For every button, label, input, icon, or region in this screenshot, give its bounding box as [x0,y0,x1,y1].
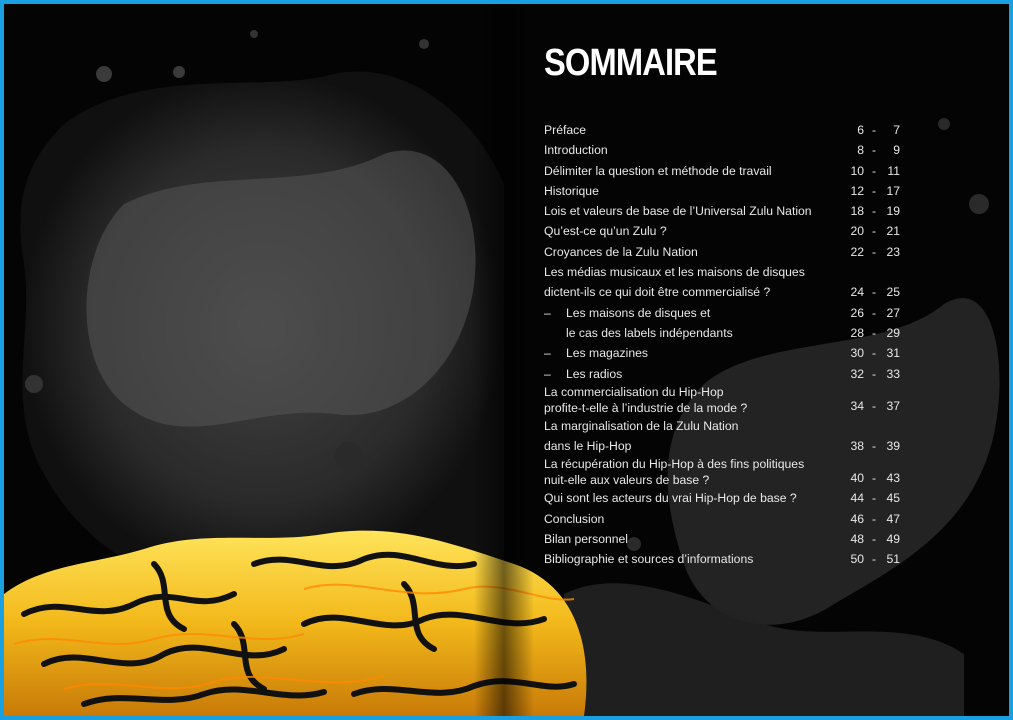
book-gutter-shadow [474,4,534,716]
toc-label: Délimiter la question et méthode de travail [544,163,772,178]
toc-page-start: 24 [850,285,864,300]
toc-label: Conclusion [544,511,605,526]
toc-page-end: 47 [886,511,900,526]
toc-page-start: 18 [850,204,864,219]
toc-page-end: 37 [886,398,900,413]
toc-page-separator: - [871,439,876,454]
toc-page-end: 49 [886,532,900,547]
toc-label: Bilan personnel [544,532,629,547]
toc-page-end: 51 [886,552,900,567]
toc-label: Qui sont les acteurs du vrai Hip-Hop de base ? [544,491,797,506]
toc-label: Préface [544,123,587,137]
toc-page-end: 11 [887,163,900,178]
toc-page-separator: - [871,552,876,567]
toc-label: Qu’est-ce qu’un Zulu ? [544,224,667,239]
toc-entry [544,181,904,201]
toc-page-start: 22 [850,244,864,259]
toc-label [544,384,747,416]
toc-page-separator: - [871,244,876,259]
toc-entry [544,201,904,221]
toc-label: Les magazines [566,346,648,361]
toc-entry [544,549,904,569]
toc-page-end: 27 [886,305,900,320]
toc-entry [544,140,904,160]
toc-label: Croyances de la Zulu Nation [544,244,698,259]
toc-label [544,456,804,488]
toc-entry [544,120,904,140]
toc-page-start: 12 [850,183,864,198]
toc-page-start: 8 [857,143,864,158]
toc-entry [544,509,904,529]
toc-dash: – [544,305,551,320]
toc-entry [544,436,904,456]
toc-label-line1: La récupération du Hip-Hop à des fins politiques [544,457,805,472]
toc-label: le cas des labels indépendants [566,325,733,340]
toc-page-separator: - [871,305,876,320]
toc-page-separator: - [871,398,876,413]
toc-page-separator: - [871,511,876,526]
toc-entry [544,456,904,488]
toc-page-start: 30 [850,346,864,361]
toc-page-start: 32 [850,366,864,381]
toc-page-end: 31 [886,346,900,361]
toc-page-separator: - [871,366,876,381]
toc-page-start: 34 [850,398,864,413]
toc-entry [544,323,904,343]
toc-page-end: 19 [886,204,900,219]
toc-label-line1: La commercialisation du Hip-Hop [544,384,724,399]
toc-label: Lois et valeurs de base de l’Universal Zulu Nation [544,204,812,219]
toc-page-start: 48 [850,532,864,547]
toc-page-end: 17 [886,183,900,198]
toc-page-separator: - [871,532,876,547]
toc-page-separator: - [871,491,876,506]
toc-entry [544,364,904,384]
toc-page-start: 28 [850,325,864,340]
toc-page-end: 45 [886,491,900,506]
toc-page-separator: - [871,204,876,219]
toc-page-separator: - [871,163,876,178]
toc-page-end: 25 [886,285,900,300]
toc-label: La marginalisation de la Zulu Nation [544,418,739,433]
toc-page-end: 7 [893,123,900,137]
toc-label-line2: profite-t-elle à l’industrie de la mode ? [544,400,748,415]
toc-page-start: 26 [850,305,864,320]
toc-page-start: 50 [850,552,864,567]
toc-page-end: 9 [893,143,900,158]
page-title: SOMMAIRE [544,42,717,84]
toc-page-end: 23 [886,244,900,259]
toc-page-start: 20 [850,224,864,239]
toc-page-end: 39 [886,439,900,454]
toc-entry [544,221,904,241]
toc-page-end: 33 [886,366,900,381]
toc-page-separator: - [871,471,876,486]
toc-dash: – [544,346,551,361]
toc-page-separator: - [871,346,876,361]
toc-entry [544,416,904,436]
toc-entry [544,529,904,549]
toc-page-start: 46 [850,511,864,526]
toc-entry [544,488,904,508]
toc-label: Les médias musicaux et les maisons de disques [544,265,805,280]
toc-label: dans le Hip-Hop [544,439,632,454]
toc-label: Les radios [566,366,623,381]
toc-entry [544,161,904,181]
toc-page-separator: - [871,123,876,137]
toc-page-separator: - [871,143,876,158]
toc-page-end: 29 [886,325,900,340]
toc-page-start: 40 [850,471,864,486]
toc-page-start: 6 [857,123,864,137]
toc-label: Historique [544,183,599,198]
toc-page-start: 44 [850,491,864,506]
toc-page-end: 43 [886,471,900,486]
toc-label: Introduction [544,143,608,158]
toc-page-separator: - [871,325,876,340]
toc-page-end: 21 [886,224,900,239]
table-of-contents [544,120,904,570]
toc-label: Bibliographie et sources d’informations [544,552,754,567]
toc-label: dictent-ils ce qui doit être commercialisé ? [544,285,771,300]
toc-page-separator: - [871,224,876,239]
toc-entry [544,303,904,323]
toc-label: Les maisons de disques et [566,305,711,320]
toc-dash: – [544,366,551,381]
toc-page-separator: - [871,183,876,198]
toc-entry [544,262,904,282]
toc-page-start: 38 [850,439,864,454]
toc-page-start: 10 [850,163,864,178]
toc-label-line2: nuit-elle aux valeurs de base ? [544,473,710,488]
toc-page-separator: - [871,285,876,300]
toc-entry [544,384,904,416]
toc-entry [544,343,904,363]
toc-entry [544,282,904,302]
toc-entry [544,242,904,262]
